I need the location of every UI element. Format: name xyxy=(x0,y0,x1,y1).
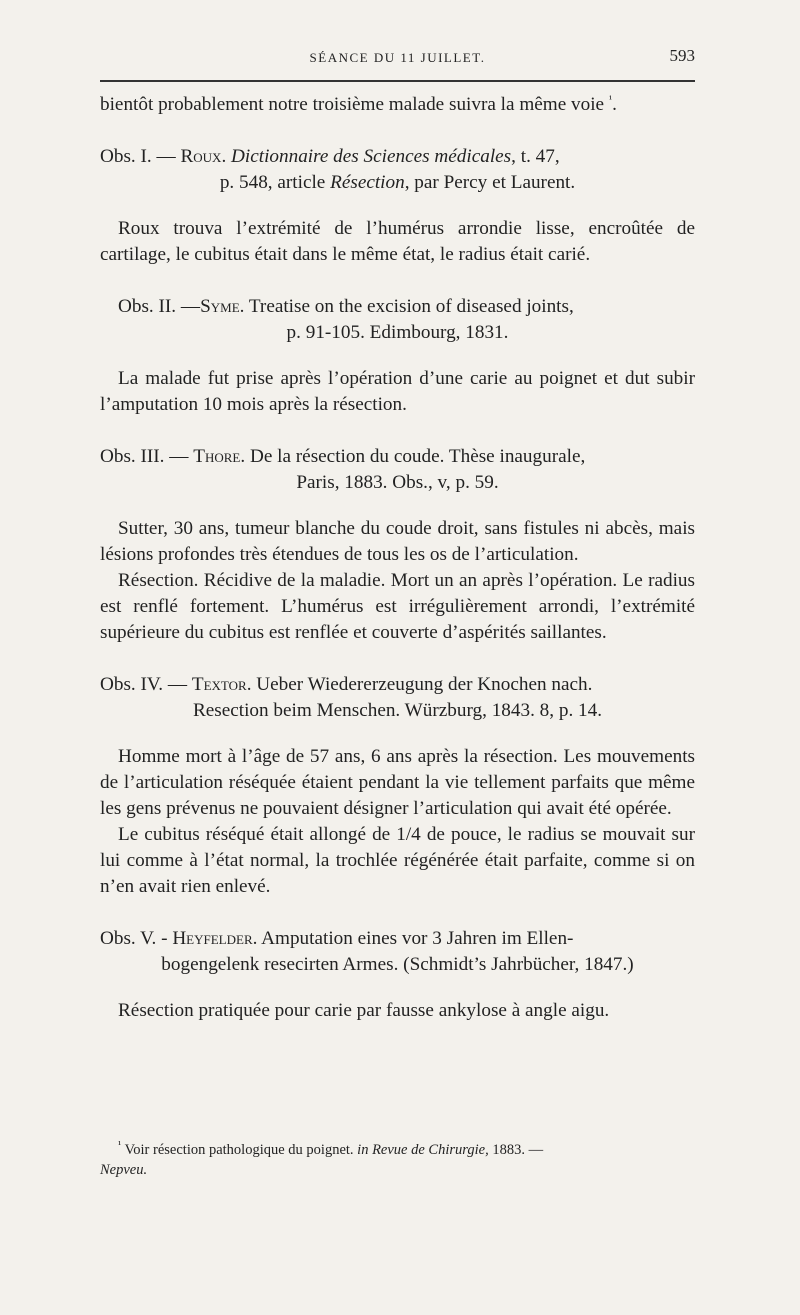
page-number: 593 xyxy=(669,46,695,65)
obs5-line2: bogengelenk resecirten Armes. (Schmidt’s Jahrbücher, 1847.) xyxy=(161,954,634,975)
obs3-text-1: Sutter, 30 ans, tumeur blanche du coude droit, sans fistules ni abcès, mais lésions profondes très étendues de tous les os de l’articulation. xyxy=(100,518,695,565)
obs1-title: Dictionnaire des Sciences médicales xyxy=(231,146,512,167)
obs1-author: Roux xyxy=(180,146,222,167)
footnote-author: Nepveu. xyxy=(100,1162,148,1178)
obs3-line2: Paris, 1883. Obs., v, p. 59. xyxy=(296,472,499,493)
obs1-tail: , t. 47, xyxy=(511,146,560,167)
obs1-label: Obs. I. — xyxy=(100,146,181,167)
obs3-tail: . De la résection du coude. Thèse inaugurale, xyxy=(240,446,586,467)
obs5-tail: . Amputation eines vor 3 Jahren im Ellen- xyxy=(252,928,574,949)
obs2-line2: p. 91-105. Edimbourg, 1831. xyxy=(286,322,509,343)
footnote-mark: ¹ xyxy=(118,1139,122,1152)
running-title: SÉANCE DU 11 JUILLET. xyxy=(309,50,486,65)
obs4-author: Textor xyxy=(191,674,247,695)
obs3-label: Obs. III. — xyxy=(100,446,194,467)
obs1-line2-b: , par Percy et Laurent. xyxy=(404,172,576,193)
obs2-tail: . Treatise on the excision of diseased joints, xyxy=(239,296,574,317)
spacer xyxy=(100,724,695,744)
obs1-line2-a: p. 548, article xyxy=(219,172,331,193)
spacer xyxy=(100,496,695,516)
body-text xyxy=(100,92,695,1024)
obs1-reference xyxy=(100,144,695,196)
page-header xyxy=(100,46,695,76)
spacer xyxy=(100,418,695,444)
obs3-text-2: Résection. Récidive de la maladie. Mort un an après l’opération. Le radius est renflé fortement. L’humérus est irrégulièrement arrondi, l’extrémité supérieure du cubitus est renflée et couverte d’aspérités saillantes. xyxy=(100,570,695,643)
spacer xyxy=(100,900,695,926)
footnote-ref: ¹ xyxy=(608,93,613,106)
intro-paragraph: bientôt probablement notre troisième malade suivra la même voie $^{^1}$. xyxy=(100,93,617,115)
obs4-reference xyxy=(100,672,695,724)
obs4-line2: Resection beim Menschen. Würzburg, 1843. 8, p. 14. xyxy=(192,700,603,721)
spacer xyxy=(100,346,695,366)
obs4-text-2: Le cubitus réséqué était allongé de 1/4 de pouce, le radius se mouvait sur lui comme à l’état normal, la trochlée régénérée était parfaite, comme si on n’en avait rien enlevé. xyxy=(100,824,695,897)
spacer xyxy=(100,118,695,144)
obs2-label: Obs. II. — xyxy=(118,296,201,317)
spacer xyxy=(100,646,695,672)
obs1-line2-title: Résection xyxy=(330,172,405,193)
header-rule xyxy=(100,80,695,82)
spacer xyxy=(100,978,695,998)
spacer xyxy=(100,268,695,294)
footnote-tail: 1883. — xyxy=(488,1142,544,1158)
footnote xyxy=(100,1140,695,1180)
obs3-author: Thore xyxy=(193,446,241,467)
obs4-label: Obs. IV. — xyxy=(100,674,192,695)
obs3-reference xyxy=(100,444,695,496)
obs1-text: Roux trouva l’extrémité de l’humérus arrondie lisse, encroûtée de cartilage, le cubitus était dans le même état, le radius était carié. xyxy=(100,218,695,265)
obs5-reference xyxy=(100,926,695,978)
obs4-tail: . Ueber Wiedererzeugung der Knochen nach. xyxy=(246,674,593,695)
obs2-text: La malade fut prise après l’opération d’une carie au poignet et dut subir l’amputation 10 mois après la résection. xyxy=(100,368,695,415)
obs5-text: Résection pratiquée pour carie par fausse ankylose à angle aigu. xyxy=(118,1000,610,1021)
obs5-author: Heyfelder xyxy=(172,928,253,949)
spacer xyxy=(100,196,695,216)
obs2-author: Syme xyxy=(200,296,240,317)
intro-text: bientôt probablement notre troisième malade suivra la même voie xyxy=(100,94,605,115)
footnote-text: Voir résection pathologique du poignet. xyxy=(121,1142,358,1158)
footnote-journal: in Revue de Chirurgie, xyxy=(357,1142,489,1158)
obs4-text-1: Homme mort à l’âge de 57 ans, 6 ans après la résection. Les mouvements de l’articulation réséquée étaient pendant la vie tellement parfaits que même les gens prévenus ne pouvaient désigner l’articulation qui avait été opérée. xyxy=(100,746,695,819)
obs5-label: Obs. V. - xyxy=(100,928,173,949)
obs2-reference xyxy=(100,294,695,346)
obs1-sep: . xyxy=(221,146,232,167)
